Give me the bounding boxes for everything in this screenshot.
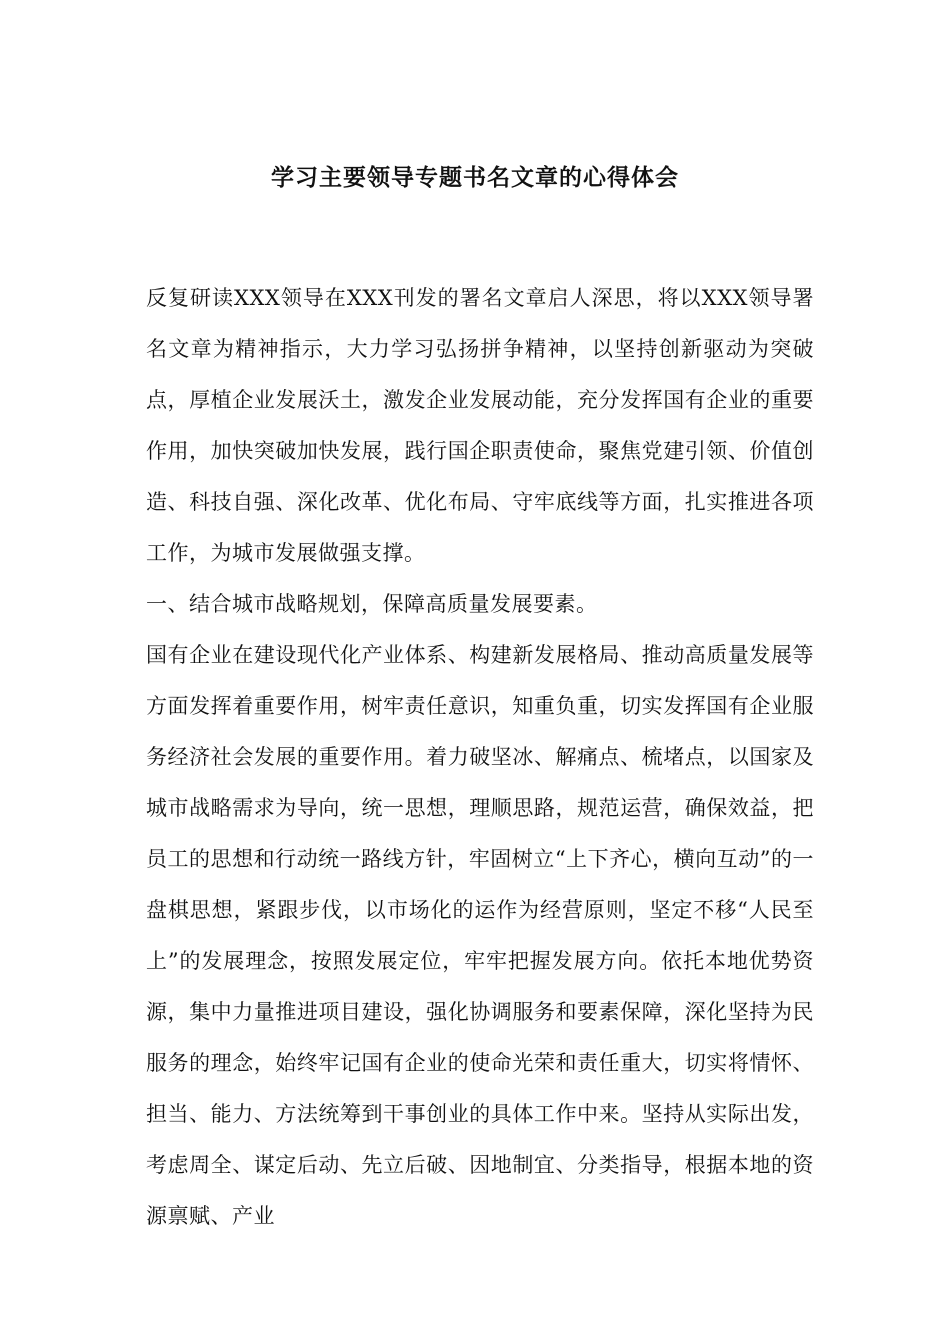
paragraph-intro: 反复研读XXX领导在XXX刊发的署名文章启人深思，将以XXX领导署名文章为精神指示，大力学习弘扬拼争精神，以坚持创新驱动为突破点，厚植企业发展沃土，激发企业发展动能，充分发挥国有企业的重要作用，加快突破加快发展，践行国企职责使命，聚焦党建引领、价值创造、科技自强、深化改革、优化布局、守牢底线等方面，扎实推进各项工作，为城市发展做强支撑。 xyxy=(146,286,814,565)
paragraph-section-1: 国有企业在建设现代化产业体系、构建新发展格局、推动高质量发展等方面发挥着重要作用，树牢责任意识，知重负重，切实发挥国有企业服务经济社会发展的重要作用。着力破坚冰、解痛点、梳堵点，以国家及城市战略需求为导向，统一思想，理顺思路，规范运营，确保效益，把员工的思想和行动统一路线方针，牢固树立“上下齐心，横向互动”的一盘棋思想，紧跟步伐，以市场化的运作为经营原则，坚定不移“人民至上”的发展理念，按照发展定位，牢牢把握发展方向。依托本地优势资源，集中力量推进项目建设，强化协调服务和要素保障，深化坚持为民服务的理念，始终牢记国有企业的使命光荣和责任重大，切实将情怀、担当、能力、方法统筹到干事创业的具体工作中来。坚持从实际出发，考虑周全、谋定后动、先立后破、因地制宜、分类指导，根据本地的资源禀赋、产业 xyxy=(146,643,814,1228)
section-heading-1: 一、结合城市战略规划，保障高质量发展要素。 xyxy=(146,592,598,616)
document-title: 学习主要领导专题书名文章的心得体会 xyxy=(271,165,679,191)
document-body xyxy=(146,273,814,1242)
